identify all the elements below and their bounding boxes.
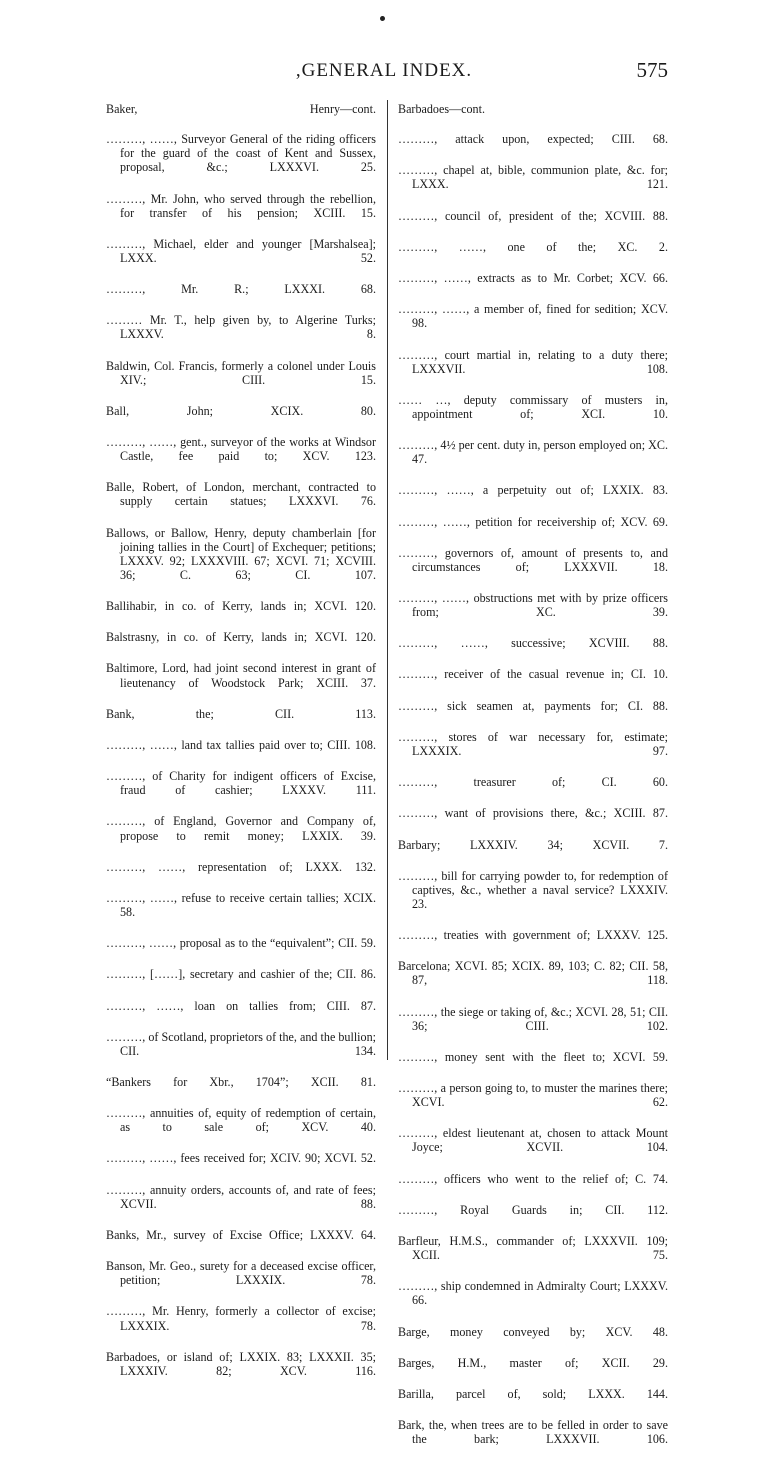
index-entry: Ballihabir, in co. of Kerry, lands in; XCVI. 120. bbox=[106, 599, 376, 614]
index-entry: ………, treasurer of; CI. 60. bbox=[398, 775, 668, 790]
index-entry: Balle, Robert, of London, merchant, contracted to supply certain statues; LXXXVI. 76. bbox=[106, 480, 376, 509]
index-entry: ………, Michael, elder and younger [Marshalsea]; LXXX. 52. bbox=[106, 236, 376, 265]
index-entry: ………, receiver of the casual revenue in; CI. 10. bbox=[398, 667, 668, 682]
index-entry: ………, of England, Governor and Company of, propose to remit money; LXXIX. 39. bbox=[106, 814, 376, 843]
page-ornament-dot bbox=[380, 16, 385, 21]
index-entry: Bark, the, when trees are to be felled in order to save the bark; LXXXVII. 106. bbox=[398, 1418, 668, 1447]
index-entry: ………, ……, one of the; XC. 2. bbox=[398, 239, 668, 254]
index-entry: ………, council of, president of the; XCVIII. 88. bbox=[398, 208, 668, 223]
index-entry: ………, ……, successive; XCVIII. 88. bbox=[398, 636, 668, 651]
index-entry: ………, annuity orders, accounts of, and rate of fees; XCVII. 88. bbox=[106, 1182, 376, 1211]
running-header-title: ,GENERAL INDEX. bbox=[295, 60, 473, 81]
index-entry: ………, bill for carrying powder to, for redemption of captives, &c., whether a naval service? LXXXIV. 23. bbox=[398, 868, 668, 911]
page-number: 575 bbox=[636, 58, 668, 82]
index-entry: Banson, Mr. Geo., surety for a deceased excise officer, petition; LXXXIX. 78. bbox=[106, 1259, 376, 1288]
index-entry: Barilla, parcel of, sold; LXXX. 144. bbox=[398, 1386, 668, 1401]
index-entry: Bank, the; CII. 113. bbox=[106, 706, 376, 721]
index-entry: ………, officers who went to the relief of; C. 74. bbox=[398, 1171, 668, 1186]
index-entry: ………, sick seamen at, payments for; CI. 88. bbox=[398, 698, 668, 713]
index-entry: Barfleur, H.M.S., commander of; LXXXVII. 109; XCII. 75. bbox=[398, 1233, 668, 1263]
index-entry: ………, stores of war necessary for, estimate; LXXXIX. 97. bbox=[398, 729, 668, 758]
index-entry: “Bankers for Xbr., 1704”; XCII. 81. bbox=[106, 1075, 376, 1089]
index-entry: ……… Mr. T., help given by, to Algerine Turks; LXXXV. 8. bbox=[106, 313, 376, 342]
index-entry: ………, ……, land tax tallies paid over to; CIII. 108. bbox=[106, 737, 376, 752]
index-entry: ………, Mr. Henry, formerly a collector of excise; LXXXIX. 78. bbox=[106, 1304, 376, 1333]
index-entry: Ballows, or Ballow, Henry, deputy chamberlain [for joining tallies in the Court] of Exchequer; petitions; LXXXV. 92; LXXXVIII. 67; XCVI. 71; XCVIII. 36; C. 63; CI. 107. bbox=[106, 525, 376, 582]
index-entry: ………, a person going to, to muster the marines there; XCVI. 62. bbox=[398, 1081, 668, 1110]
index-entry: Baldwin, Col. Francis, formerly a colonel under Louis XIV.; CIII. 15. bbox=[106, 358, 376, 387]
index-entry: ………, Royal Guards in; CII. 112. bbox=[398, 1202, 668, 1217]
index-entry: ………, eldest lieutenant at, chosen to attack Mount Joyce; XCVII. 104. bbox=[398, 1126, 668, 1155]
column-divider bbox=[387, 100, 388, 1060]
index-entry: ………, ship condemned in Admiralty Court; LXXXV. 66. bbox=[398, 1279, 668, 1308]
index-column-right bbox=[398, 102, 668, 1463]
index-entry: Balstrasny, in co. of Kerry, lands in; XCVI. 120. bbox=[106, 630, 376, 645]
index-entry: Barbadoes—cont. bbox=[398, 102, 485, 116]
index-entry: ………, 4½ per cent. duty in, person employed on; XC. 47. bbox=[398, 438, 668, 467]
index-entry: ………, ……, loan on tallies from; CIII. 87. bbox=[106, 998, 376, 1013]
index-entry: ………, Mr. R.; LXXXI. 68. bbox=[106, 282, 376, 297]
index-entry: ………, money sent with the fleet to; XCVI. 59. bbox=[398, 1049, 668, 1064]
index-entry: ………, ……, extracts as to Mr. Corbet; XCV. 66. bbox=[398, 271, 668, 286]
index-entry: Banks, Mr., survey of Excise Office; LXXXV. 64. bbox=[106, 1227, 376, 1242]
index-entry: Baltimore, Lord, had joint second interest in grant of lieutenancy of Woodstock Park; XCIII. 37. bbox=[106, 661, 376, 690]
index-entry: …… …, deputy commissary of musters in, appointment of; XCI. 10. bbox=[398, 392, 668, 421]
index-entry: Barge, money conveyed by; XCV. 48. bbox=[398, 1324, 668, 1339]
index-entry: ………, want of provisions there, &c.; XCIII. 87. bbox=[398, 806, 668, 821]
index-entry: Barcelona; XCVI. 85; XCIX. 89, 103; C. 82; CII. 58, 87, 118. bbox=[398, 959, 668, 988]
index-entry: ………, treaties with government of; LXXXV. 125. bbox=[398, 928, 668, 943]
index-entry: ………, ……, fees received for; XCIV. 90; XCVI. 52. bbox=[106, 1151, 376, 1166]
index-entry: ………, court martial in, relating to a duty there; LXXXVII. 108. bbox=[398, 347, 668, 376]
index-entry: ………, of Charity for indigent officers of Excise, fraud of cashier; LXXXV. 111. bbox=[106, 769, 376, 798]
index-entry: ………, attack upon, expected; CIII. 68. bbox=[398, 132, 668, 147]
index-entry: ………, ……, petition for receivership of; XCV. 69. bbox=[398, 514, 668, 529]
index-entry: ………, ……, refuse to receive certain tallies; XCIX. 58. bbox=[106, 890, 376, 919]
index-entry: ………, of Scotland, proprietors of the, and the bullion; CII. 134. bbox=[106, 1029, 376, 1058]
index-entry: ………, the siege or taking of, &c.; XCVI. 28, 51; CII. 36; CIII. 102. bbox=[398, 1004, 668, 1033]
index-entry: ………, ……, a member of, fined for sedition; XCV. 98. bbox=[398, 302, 668, 331]
index-entry: Barges, H.M., master of; XCII. 29. bbox=[398, 1355, 668, 1370]
index-entry: ………, [……], secretary and cashier of the; CII. 86. bbox=[106, 967, 376, 982]
index-entry: ………, annuities of, equity of redemption of certain, as to sale of; XCV. 40. bbox=[106, 1106, 376, 1135]
index-entry: ………, ……, representation of; LXXX. 132. bbox=[106, 859, 376, 874]
index-entry: ………, Mr. John, who served through the rebellion, for transfer of his pension; XCIII. 15. bbox=[106, 191, 376, 220]
index-entry: ………, ……, a perpetuity out of; LXXIX. 83. bbox=[398, 483, 668, 498]
index-entry: ………, ……, gent., surveyor of the works at Windsor Castle, fee paid to; XCV. 123. bbox=[106, 435, 376, 464]
index-entry: Barbadoes, or island of; LXXIX. 83; LXXXII. 35; LXXXIV. 82; XCV. 116. bbox=[106, 1349, 376, 1378]
index-entry: Baker, Henry—cont. bbox=[106, 102, 376, 116]
index-column-left bbox=[106, 102, 376, 1395]
index-entry: Ball, John; XCIX. 80. bbox=[106, 403, 376, 418]
index-entry: ………, ……, obstructions met with by prize officers from; XC. 39. bbox=[398, 591, 668, 620]
index-entry: ………, ……, Surveyor General of the riding officers for the guard of the coast of Kent and Sussex, proposal, &c.; LXXXVI. 25. bbox=[106, 132, 376, 175]
index-entry: ………, chapel at, bible, communion plate, &c. for; LXXX. 121. bbox=[398, 163, 668, 192]
index-entry: Barbary; LXXXIV. 34; XCVII. 7. bbox=[398, 837, 668, 852]
index-entry: ………, ……, proposal as to the “equivalent”; CII. 59. bbox=[106, 936, 376, 951]
index-entry: ………, governors of, amount of presents to, and circumstances of; LXXXVII. 18. bbox=[398, 545, 668, 574]
